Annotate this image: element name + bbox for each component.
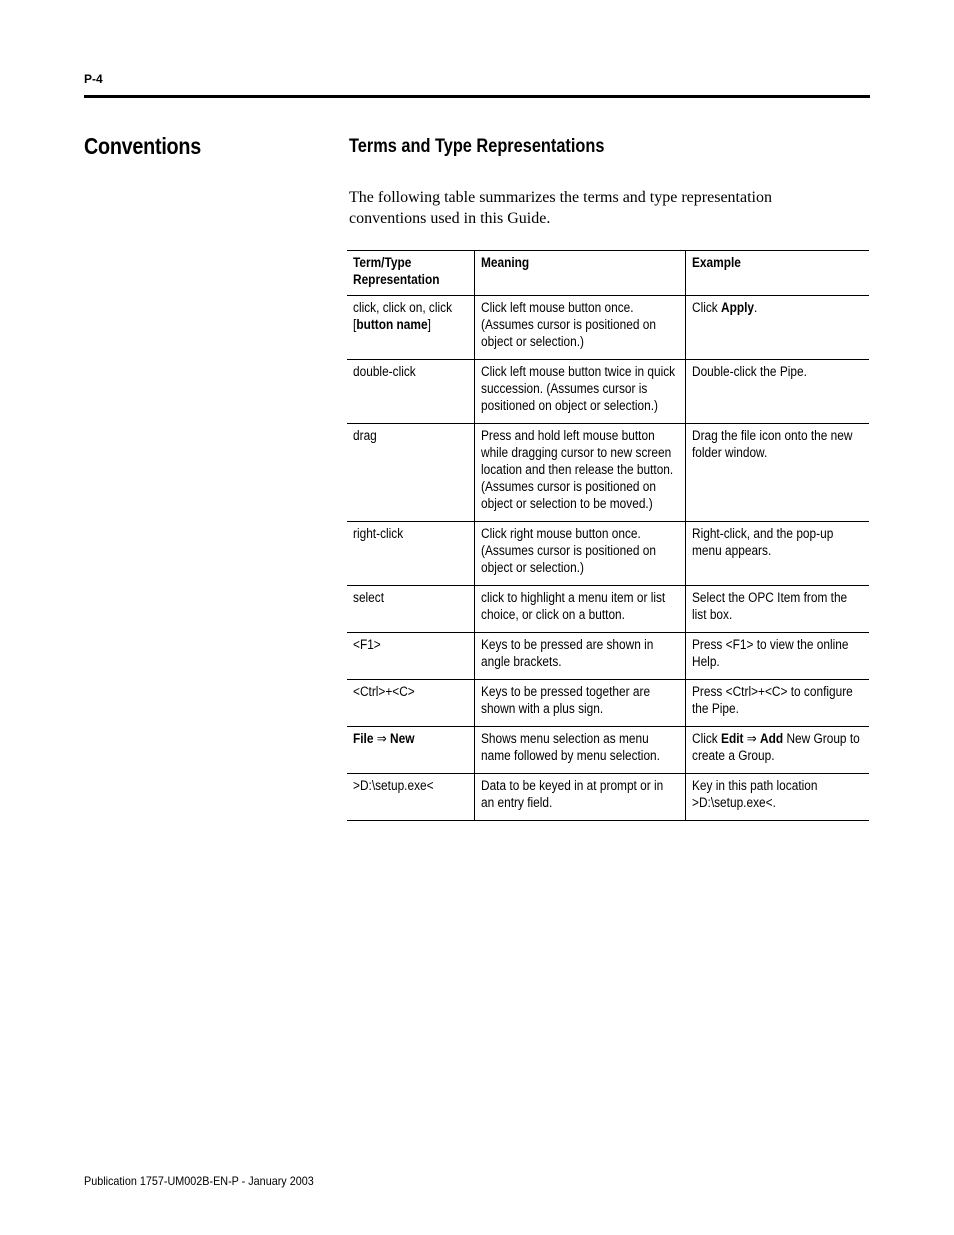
table-row <box>347 360 869 424</box>
cell-term: drag <box>347 424 474 522</box>
cell-meaning: Keys to be pressed are shown in angle brackets. <box>474 633 685 680</box>
cell-term: >D:\setup.exe< <box>347 774 474 821</box>
cell-meaning: Click right mouse button once. (Assumes cursor is positioned on object or selection.) <box>474 522 685 586</box>
cell-meaning: Click left mouse button twice in quick succession. (Assumes cursor is positioned on object or selection.) <box>474 360 685 424</box>
cell-term: select <box>347 586 474 633</box>
table-row <box>347 522 869 586</box>
cell-meaning: Keys to be pressed together are shown with a plus sign. <box>474 680 685 727</box>
cell-term: right-click <box>347 522 474 586</box>
header-meaning: Meaning <box>474 251 685 296</box>
cell-example: Drag the file icon onto the new folder window. <box>685 424 869 522</box>
cell-term: File ⇒ New <box>347 727 474 774</box>
cell-term: click, click on, click [button name] <box>347 296 474 360</box>
table-row <box>347 296 869 360</box>
header-term: Term/Type Representation <box>347 251 474 296</box>
header-rule <box>84 95 870 98</box>
cell-term: <F1> <box>347 633 474 680</box>
cell-meaning: Click left mouse button once. (Assumes cursor is positioned on object or selection.) <box>474 296 685 360</box>
cell-term: double-click <box>347 360 474 424</box>
header-example: Example <box>685 251 869 296</box>
table-header-row <box>347 251 869 296</box>
cell-example: Press <F1> to view the online Help. <box>685 633 869 680</box>
cell-example: Click Edit ⇒ Add New Group to create a Group. <box>685 727 869 774</box>
publication-footer: Publication 1757-UM002B-EN-P - January 2003 <box>84 1174 314 1188</box>
subsection-title: Terms and Type Representations <box>349 136 605 157</box>
table-row <box>347 586 869 633</box>
cell-example: Double-click the Pipe. <box>685 360 869 424</box>
cell-example: Key in this path location >D:\setup.exe<. <box>685 774 869 821</box>
menu-arrow-icon: ⇒ <box>373 731 391 746</box>
conventions-table <box>347 250 869 821</box>
cell-meaning: Data to be keyed in at prompt or in an entry field. <box>474 774 685 821</box>
cell-meaning: Shows menu selection as menu name followed by menu selection. <box>474 727 685 774</box>
table-row <box>347 774 869 821</box>
section-title: Conventions <box>84 133 201 159</box>
table-row <box>347 680 869 727</box>
intro-paragraph: The following table summarizes the terms and type representation conventions used in this Guide. <box>349 189 772 227</box>
cell-example: Press <Ctrl>+<C> to configure the Pipe. <box>685 680 869 727</box>
cell-example: Click Apply. <box>685 296 869 360</box>
cell-meaning: Press and hold left mouse button while dragging cursor to new screen location and then release the button. (Assumes cursor is positioned on object or selection to be moved.) <box>474 424 685 522</box>
cell-example: Select the OPC Item from the list box. <box>685 586 869 633</box>
table-row <box>347 633 869 680</box>
table-row <box>347 727 869 774</box>
cell-meaning: click to highlight a menu item or list choice, or click on a button. <box>474 586 685 633</box>
cell-term: <Ctrl>+<C> <box>347 680 474 727</box>
page-number: P-4 <box>84 72 103 86</box>
table-row <box>347 424 869 522</box>
cell-example: Right-click, and the pop-up menu appears. <box>685 522 869 586</box>
menu-arrow-icon: ⇒ <box>742 731 760 746</box>
